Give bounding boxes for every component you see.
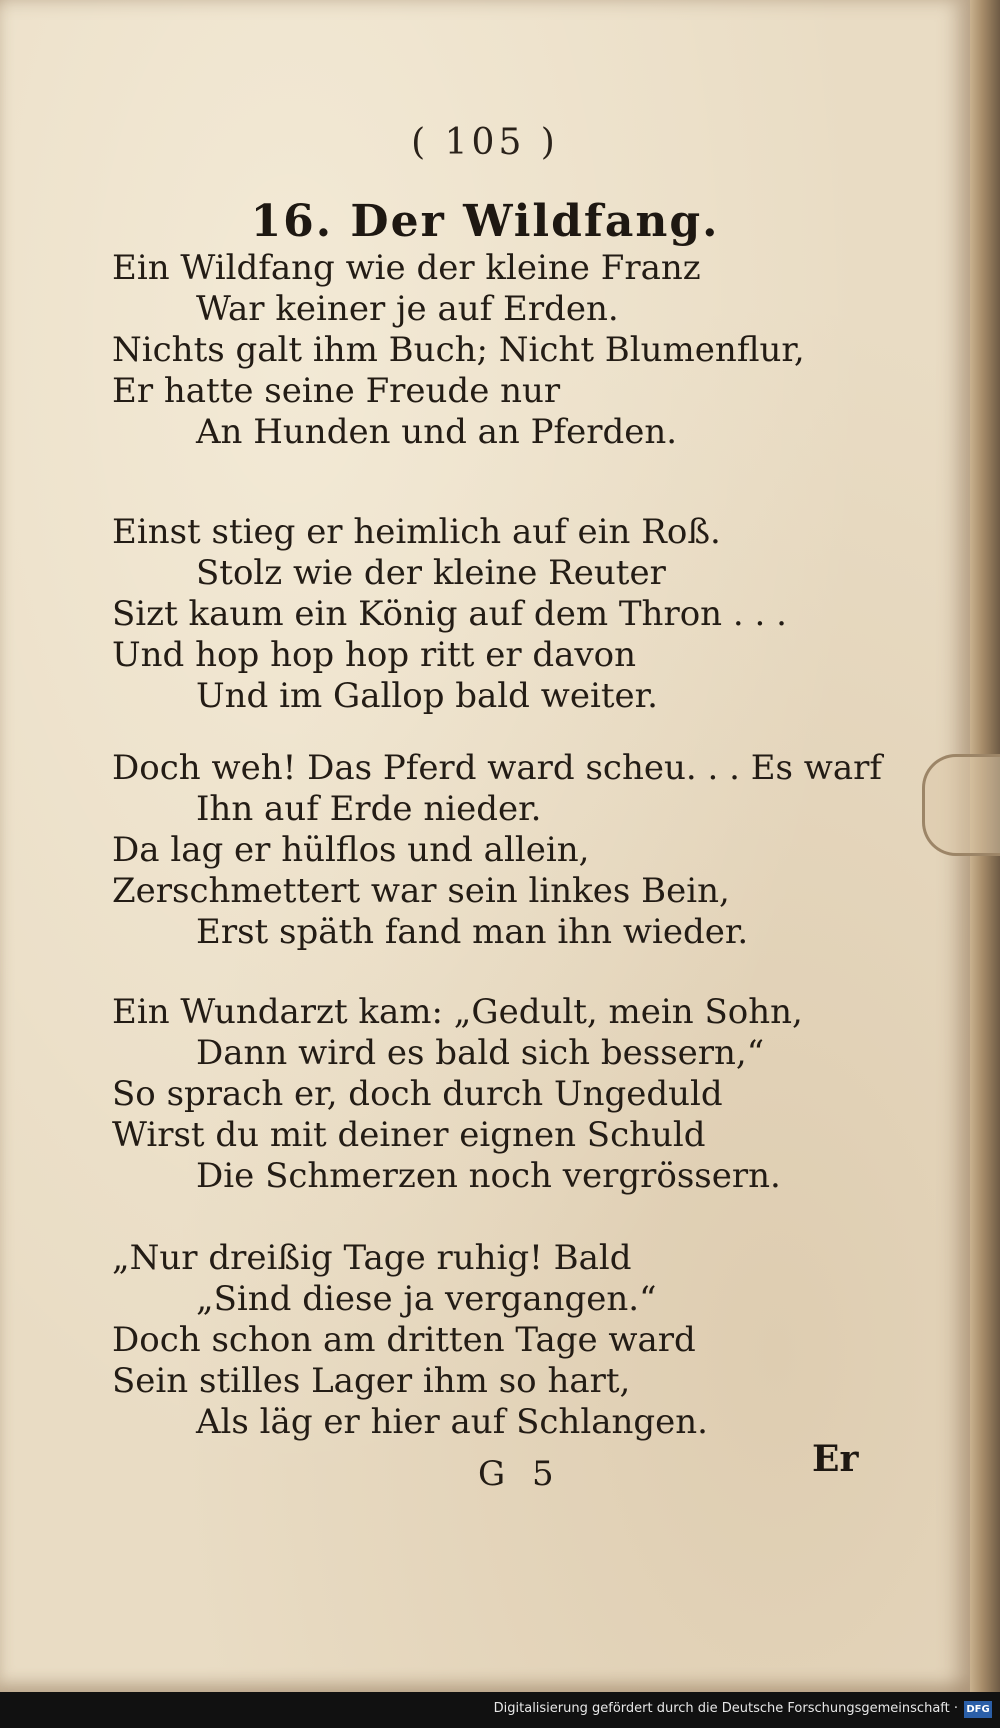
catchword: Er	[812, 1438, 859, 1480]
poem-line: „Nur dreißig Tage ruhig! Bald	[112, 1238, 632, 1278]
poem-line: Und hop hop hop ritt er davon	[112, 635, 636, 675]
poem-line: Als läg er hier auf Schlangen.	[196, 1402, 708, 1442]
poem-line: Und im Gallop bald weiter.	[196, 676, 658, 716]
poem-line: „Sind diese ja vergangen.“	[196, 1279, 657, 1319]
poem-line: Ihn auf Erde nieder.	[196, 789, 542, 829]
page-clip	[922, 754, 1000, 856]
poem-line: War keiner je auf Erden.	[196, 289, 619, 329]
poem-line: Zerschmettert war sein linkes Bein,	[112, 871, 730, 911]
stanza-2	[112, 512, 872, 717]
stanza-4	[112, 992, 872, 1197]
signature-mark: G 5	[478, 1454, 562, 1494]
poem-line: So sprach er, doch durch Ungeduld	[112, 1074, 723, 1114]
poem-line: An Hunden und an Pferden.	[196, 412, 678, 452]
poem-title: 16. Der Wildfang.	[250, 196, 720, 247]
poem-line: Ein Wundarzt kam: „Gedult, mein Sohn,	[112, 992, 803, 1032]
stanza-1	[112, 248, 872, 453]
poem-line: Doch weh! Das Pferd ward scheu. . . Es warf	[112, 748, 882, 788]
poem-line: Nichts galt ihm Buch; Nicht Blumenflur,	[112, 330, 805, 370]
page-number-header: ( 105 )	[411, 122, 559, 163]
poem-line: Er hatte seine Freude nur	[112, 371, 561, 411]
poem-line: Stolz wie der kleine Reuter	[196, 553, 666, 593]
poem-line: Da lag er hülflos und allein,	[112, 830, 590, 870]
dfg-logo: DFG	[964, 1701, 992, 1718]
poem-line: Erst späth fand man ihn wieder.	[196, 912, 749, 952]
stanza-3	[112, 748, 882, 953]
poem-line: Die Schmerzen noch vergrössern.	[196, 1156, 781, 1196]
digitization-footer	[0, 1692, 1000, 1728]
funding-notice: Digitalisierung gefördert durch die Deutsche Forschungsgemeinschaft ·	[493, 1701, 958, 1716]
stanza-5	[112, 1238, 872, 1443]
poem-line: Einst stieg er heimlich auf ein Roß.	[112, 512, 721, 552]
poem-line: Wirst du mit deiner eignen Schuld	[112, 1115, 706, 1155]
poem-line: Doch schon am dritten Tage ward	[112, 1320, 696, 1360]
poem-line: Sizt kaum ein König auf dem Thron . . .	[112, 594, 787, 634]
poem-line: Ein Wildfang wie der kleine Franz	[112, 248, 701, 288]
poem-line: Sein stilles Lager ihm so hart,	[112, 1361, 631, 1401]
poem-line: Dann wird es bald sich bessern,“	[196, 1033, 765, 1073]
